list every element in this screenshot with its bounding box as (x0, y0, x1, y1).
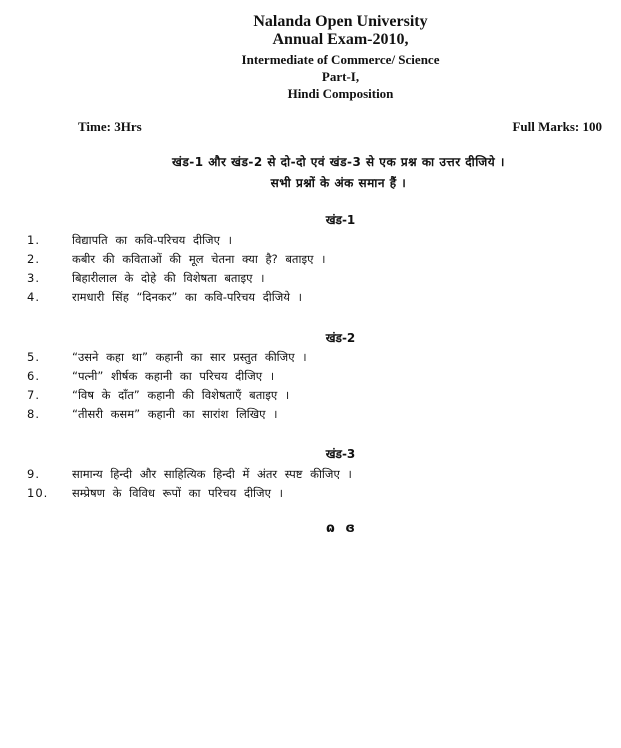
full-marks: Full Marks: 100 (512, 119, 602, 134)
time-allowed: Time: 3Hrs (78, 119, 142, 134)
university-name: Nalanda Open University (253, 13, 428, 30)
section-heading: खंड-2 (325, 331, 356, 345)
question-number: 4. (27, 290, 40, 304)
question-text: “उसने कहा था” कहानी का सार प्रस्तुत कीजिए । (72, 350, 307, 364)
exam-title: Annual Exam-2010, (272, 31, 409, 48)
question-text: रामधारी सिंह “दिनकर” का कवि-परिचय दीजिये । (72, 290, 302, 304)
course-level: Intermediate of Commerce/ Science (241, 52, 440, 67)
question-text: विद्यापति का कवि-परिचय दीजिए । (72, 233, 232, 247)
section-heading: खंड-1 (325, 213, 356, 227)
exam-part: Part-I, (321, 69, 360, 84)
question-text: कबीर की कविताओं की मूल चेतना क्या है? बताइए । (72, 252, 326, 266)
question-text: सामान्य हिन्दी और साहित्यिक हिन्दी में अंतर स्पष्ट कीजिए । (72, 467, 352, 481)
end-ornament: ɷ ɞ (326, 521, 355, 536)
question-text: सम्प्रेषण के विविध रूपों का परिचय दीजिए । (72, 486, 283, 500)
question-number: 1. (27, 233, 40, 247)
question-text: बिहारीलाल के दोहे की विशेषता बताइए । (72, 271, 265, 285)
instruction-line: सभी प्रश्नों के अंक समान हैं । (270, 176, 407, 190)
question-number: 5. (27, 350, 40, 364)
question-number: 2. (27, 252, 40, 266)
question-text: “तीसरी कसम” कहानी का सारांश लिखिए । (72, 407, 278, 421)
question-number: 7. (27, 388, 40, 402)
question-number: 3. (27, 271, 40, 285)
subject-title: Hindi Composition (287, 86, 394, 101)
question-number: 9. (27, 467, 40, 481)
question-number: 6. (27, 369, 40, 383)
question-number: 8. (27, 407, 40, 421)
question-number: 10. (27, 486, 49, 500)
question-text: “पत्नी” शीर्षक कहानी का परिचय दीजिए । (72, 369, 275, 383)
instruction-line: खंड-1 और खंड-2 से दो-दो एवं खंड-3 से एक प्रश्न का उत्तर दीजिये । (172, 155, 505, 169)
question-text: “विष के दाँत” कहानी की विशेषताएँ बताइए । (72, 388, 290, 402)
section-heading: खंड-3 (325, 447, 356, 461)
